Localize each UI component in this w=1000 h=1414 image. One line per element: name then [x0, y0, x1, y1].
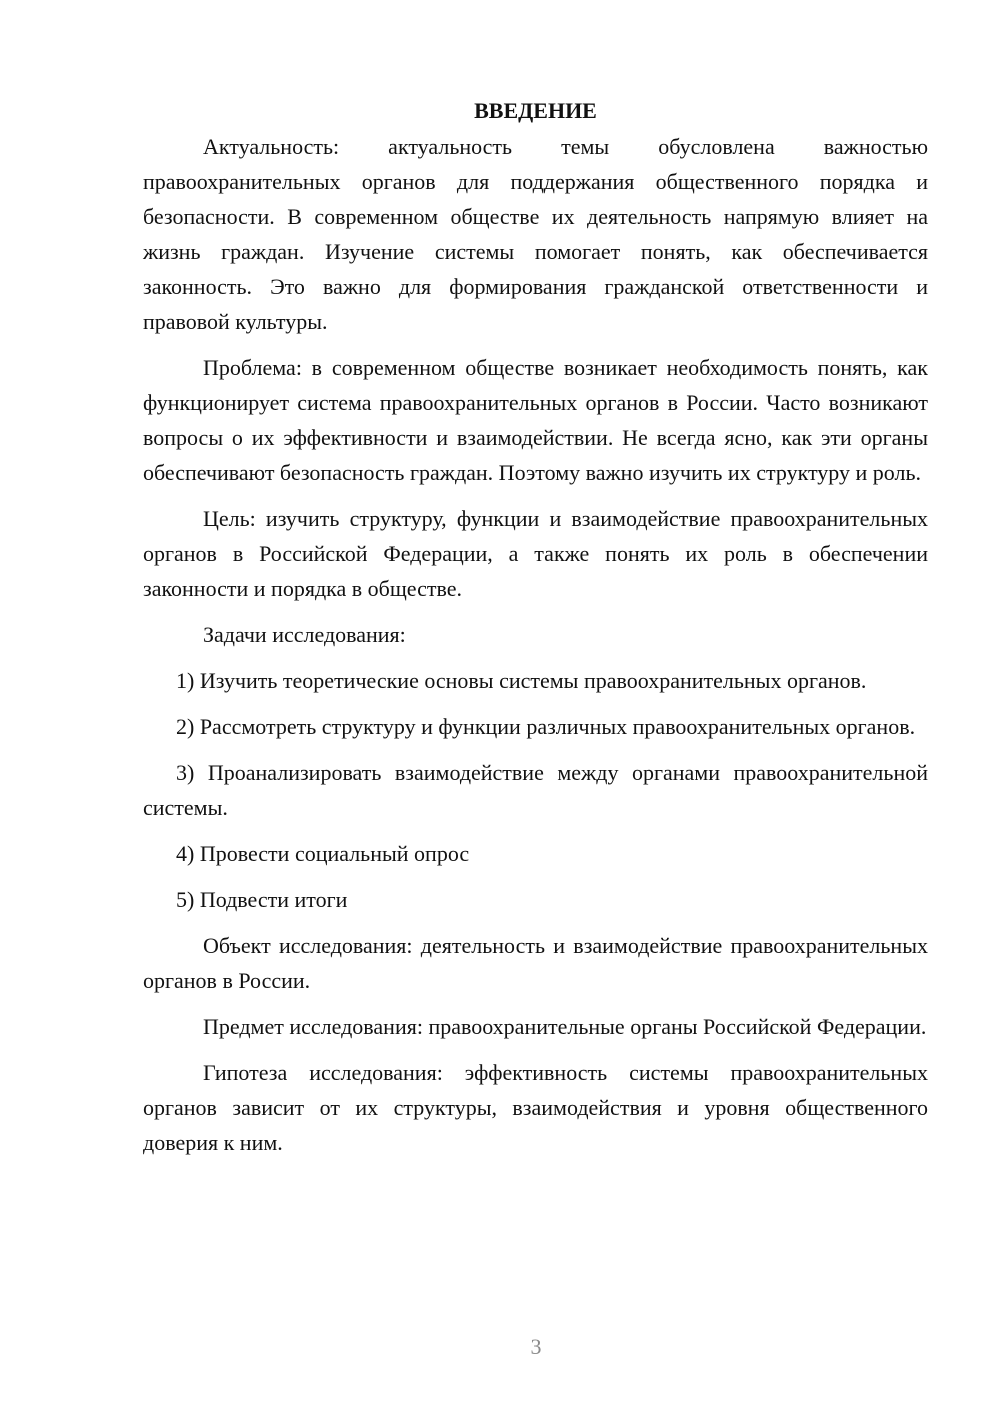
paragraph-relevance: Актуальность: актуальность темы обусловлена важностью правоохранительных органов для поддержания общественного порядка и безопасности. В современном обществе их деятельность напрямую влияет на жизнь граждан. Изучение системы помогает понять, как обеспечивается законность. Это важно для формирования гражданской ответственности и правовой культуры.	[143, 134, 928, 334]
paragraph-goal: Цель: изучить структуру, функции и взаимодействие правоохранительных органов в Российской Федерации, а также понять их роль в обеспечении законности и порядка в обществе.	[143, 506, 928, 601]
task-item-1: 1) Изучить теоретические основы системы правоохранительных органов.	[176, 668, 867, 693]
task-item-3: 3) Проанализировать взаимодействие между органами правоохранительной системы.	[143, 760, 928, 820]
task-item-5: 5) Подвести итоги	[176, 887, 348, 912]
page-title: ВВЕДЕНИЕ	[474, 98, 597, 123]
page-content	[143, 93, 928, 1171]
tasks-heading: Задачи исследования:	[203, 622, 406, 647]
paragraph-object: Объект исследования: деятельность и взаимодействие правоохранительных органов в России.	[143, 933, 928, 993]
task-item-2: 2) Рассмотреть структуру и функции различных правоохранительных органов.	[176, 714, 916, 739]
page-number: 3	[530, 1334, 542, 1359]
paragraph-subject: Предмет исследования: правоохранительные органы Российской Федерации.	[203, 1014, 927, 1039]
paragraph-hypothesis: Гипотеза исследования: эффективность системы правоохранительных органов зависит от их структуры, взаимодействия и уровня общественного доверия к ним.	[143, 1060, 928, 1155]
task-item-4: 4) Провести социальный опрос	[176, 841, 470, 866]
paragraph-problem: Проблема: в современном обществе возникает необходимость понять, как функционирует система правоохранительных органов в России. Часто возникают вопросы о их эффективности и взаимодействии. Не всегда ясно, как эти органы обеспечивают безопасность граждан. Поэтому важно изучить их структуру и роль.	[143, 355, 928, 485]
